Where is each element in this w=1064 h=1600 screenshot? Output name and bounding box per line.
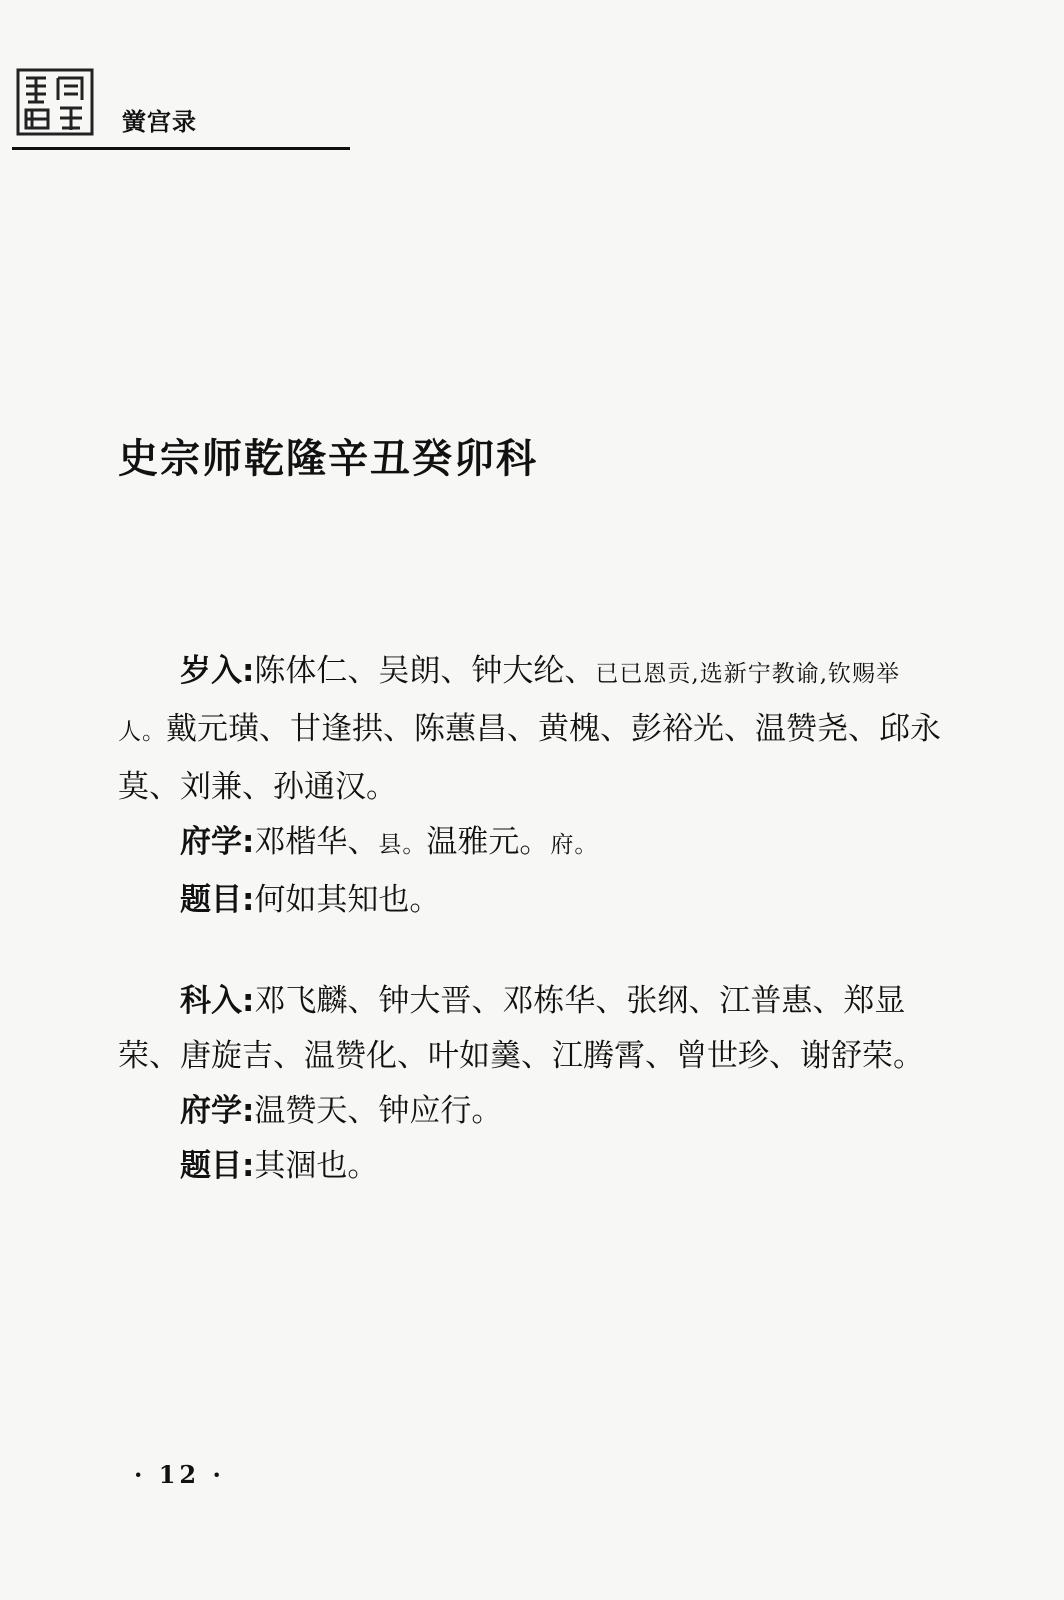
page-header: [12, 60, 352, 152]
fu-label-1: 府学:: [180, 824, 255, 860]
sui-label: 岁入:: [180, 653, 255, 689]
topic-paragraph-2: [118, 1139, 948, 1194]
running-title: 黉宫录: [122, 108, 197, 136]
topic-paragraph-1: [118, 873, 948, 928]
fu-name-a: 邓楷华、: [254, 824, 379, 860]
topic-label-2: 题目:: [180, 1148, 255, 1184]
header-rule: [12, 147, 350, 150]
sui-names-b: 戴元璜、甘逢拱、陈蕙昌、黄槐、彭裕光、温赞尧、邱永莫、刘兼、孙通汉。: [118, 711, 941, 805]
sui-names-a: 陈体仁、吴朗、钟大纶、: [254, 653, 596, 689]
fu-paragraph-2: [118, 1084, 948, 1139]
topic-text-2: 其涸也。: [254, 1148, 379, 1184]
ke-label: 科入:: [180, 983, 255, 1019]
sui-note: 已已恩贡,选新宁教谕,钦赐举人。: [118, 661, 901, 745]
fu-name-b: 温雅元。: [426, 824, 551, 860]
fu-paragraph-1: [118, 815, 948, 873]
fu-names-2: 温赞天、钟应行。: [254, 1093, 503, 1129]
fu-label-2: 府学:: [180, 1093, 255, 1129]
ke-paragraph: [118, 974, 948, 1084]
seal-logo: [16, 68, 94, 136]
page-number: · 12 ·: [134, 1460, 225, 1489]
topic-text-1: 何如其知也。: [254, 882, 441, 918]
chapter-title: 史宗师乾隆辛丑癸卯科: [118, 434, 538, 482]
fu-note-a: 县。: [378, 832, 427, 858]
section-gap: [118, 928, 948, 974]
fu-note-b: 府。: [550, 832, 599, 858]
ke-names: 邓飞麟、钟大晋、邓栋华、张纲、江普惠、郑显荣、唐旋吉、温赞化、叶如羹、江腾霄、曾世珍、谢舒荣。: [118, 983, 924, 1074]
main-content: [118, 644, 948, 1194]
sui-paragraph: [118, 644, 948, 815]
topic-label-1: 题目:: [180, 882, 255, 918]
